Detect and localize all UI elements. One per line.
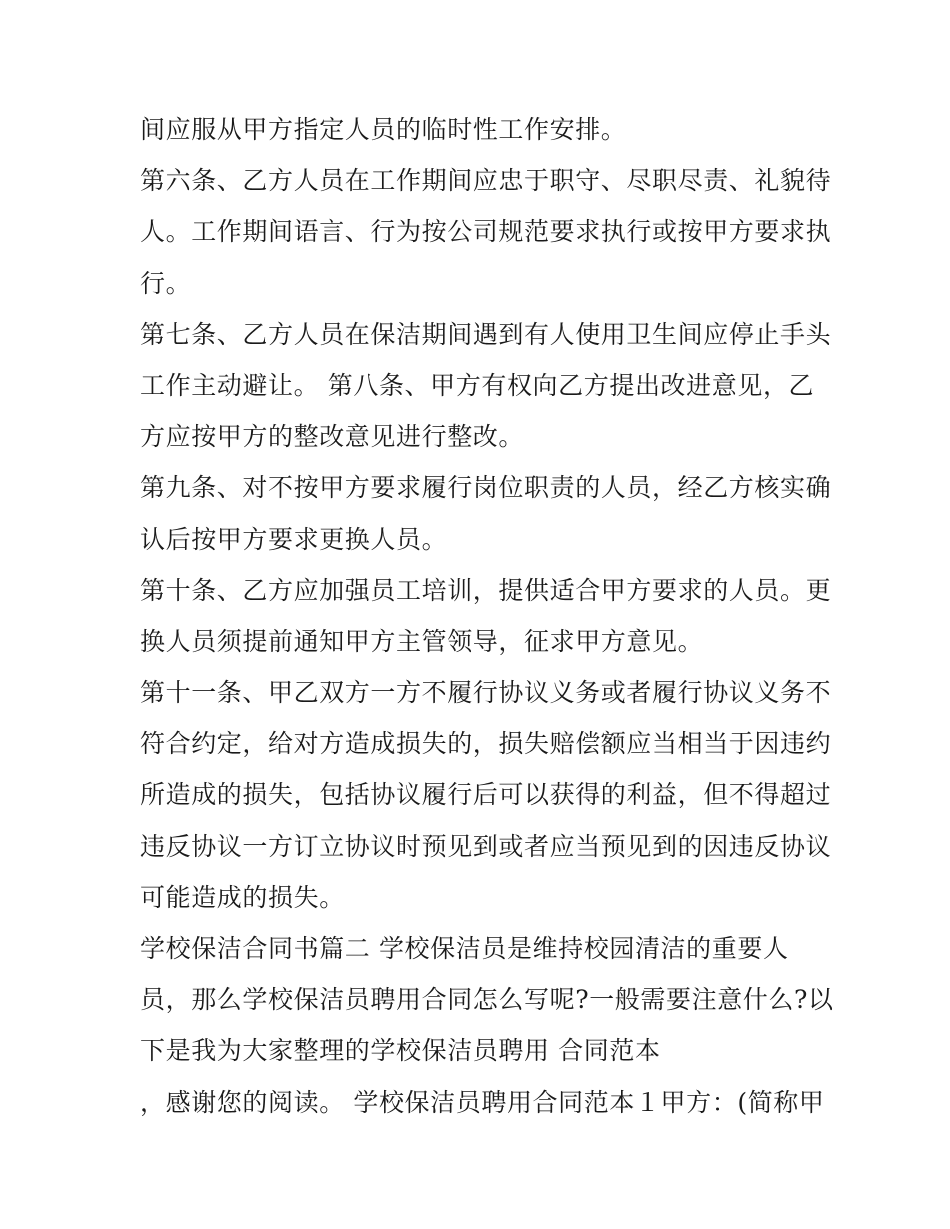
text-line: 第十条、乙方应加强员工培训，提供适合甲方要求的人员。更 xyxy=(140,575,832,605)
text-line: 员，那么学校保洁员聘用合同怎么写呢?一般需要注意什么?以 xyxy=(140,985,834,1015)
text-line: 第六条、乙方人员在工作期间应忠于职守、尽职尽责、礼貌待 xyxy=(140,166,832,196)
text-line: 方应按甲方的整改意见进行整改。 xyxy=(140,422,525,452)
text-line: ，感谢您的阅读。 学校保洁员聘用合同范本１甲方：(简称甲 xyxy=(140,1087,825,1117)
text-line: 第九条、对不按甲方要求履行岗位职责的人员，经乙方核实确 xyxy=(140,473,832,503)
text-line: 工作主动避让。 第八条、甲方有权向乙方提出改进意见，乙 xyxy=(140,370,815,400)
document-body xyxy=(140,104,834,1128)
text-line: 学校保洁合同书篇二 学校保洁员是维持校园清洁的重要人 xyxy=(140,934,789,963)
text-line: 所造成的损失，包括协议履行后可以获得的利益，但不得超过 xyxy=(140,780,832,810)
text-line: 可能造成的损失。 xyxy=(140,882,345,912)
text-line: 间应服从甲方指定人员的临时性工作安排。 xyxy=(140,115,627,144)
text-line: 违反协议一方订立协议时预见到或者应当预见到的因违反协议 xyxy=(140,831,832,861)
text-line: 符合约定，给对方造成损失的，损失赔偿额应当相当于因违约 xyxy=(140,729,832,759)
text-line: 下是我为大家整理的学校保洁员聘用 合同范本 xyxy=(140,1036,661,1066)
text-line: 换人员须提前通知甲方主管领导，征求甲方意见。 xyxy=(140,626,704,656)
text-line: 第七条、乙方人员在保洁期间遇到有人使用卫生间应停止手头 xyxy=(140,319,832,349)
text-line: 第十一条、甲乙双方一方不履行协议义务或者履行协议义务不 xyxy=(140,678,832,708)
text-line: 人。工作期间语言、行为按公司规范要求执行或按甲方要求执 xyxy=(140,217,832,247)
text-line: 认后按甲方要求更换人员。 xyxy=(140,524,448,554)
text-line: 行。 xyxy=(140,268,192,298)
